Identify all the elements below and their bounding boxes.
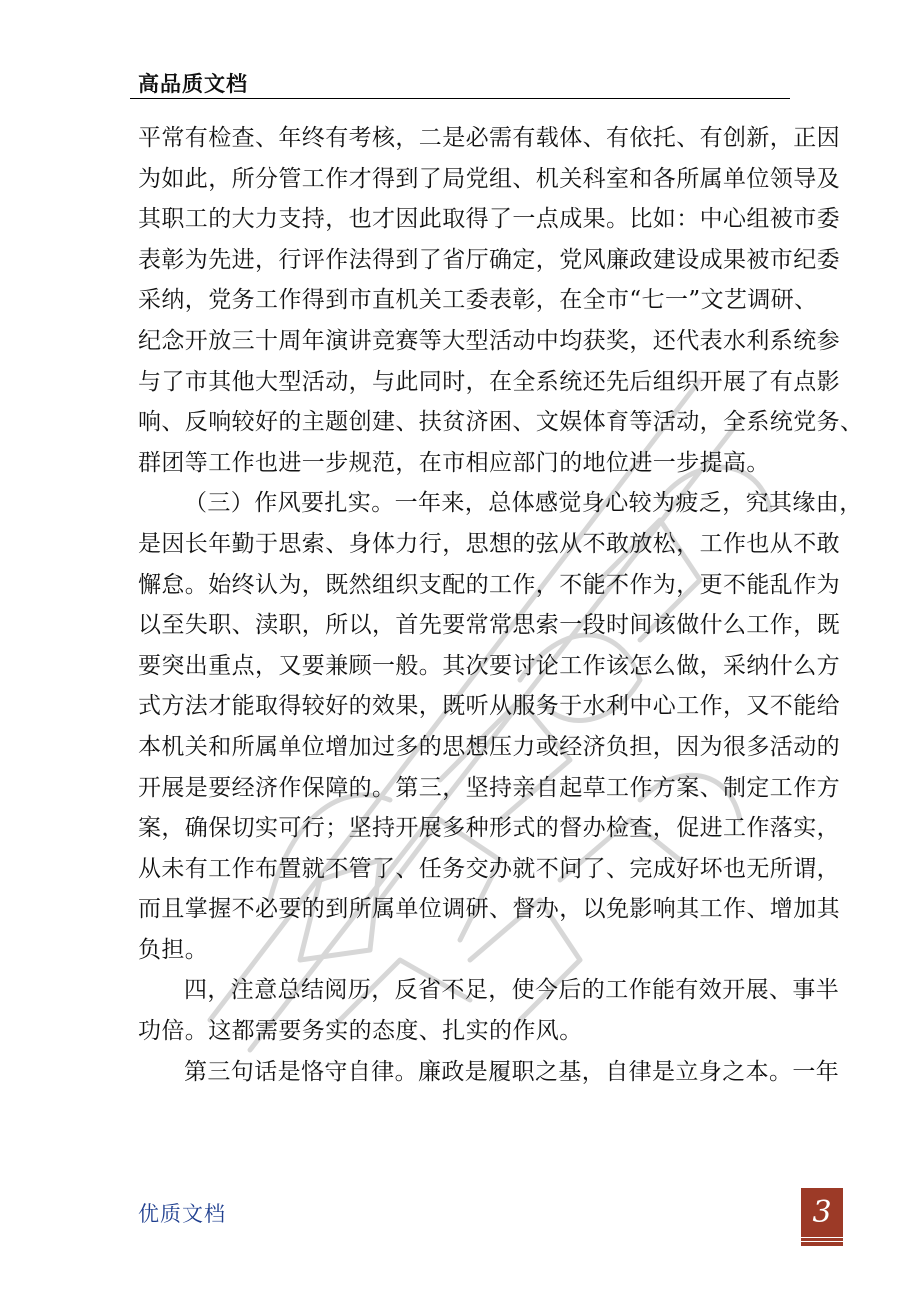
body-line: 表彰为先进，行评作法得到了省厅确定，党风廉政建设成果被市纪委 <box>138 246 840 273</box>
body-line: （三）作风要扎实。一年来，总体感觉身心较为疲乏，究其缘由， <box>184 490 863 517</box>
body-line: 响、反响较好的主题创建、扶贫济困、文娱体育等活动，全系统党务、 <box>138 409 864 436</box>
body-line: 群团等工作也进一步规范，在市相应部门的地位进一步提高。 <box>138 449 770 476</box>
badge-stripes <box>801 1237 843 1242</box>
body-line: 四，注意总结阅历，反省不足，使今后的工作能有效开展、事半 <box>184 977 840 1004</box>
page-number: 3 <box>812 1195 832 1230</box>
body-line: 要突出重点，又要兼顾一般。其次要讨论工作该怎么做，采纳什么方 <box>138 652 840 679</box>
body-line: 本机关和所属单位增加过多的思想压力或经济负担，因为很多活动的 <box>138 733 840 760</box>
body-line: 纪念开放三十周年演讲竞赛等大型活动中均获奖，还代表水利系统参 <box>138 327 840 354</box>
body-line: 采纳，党务工作得到市直机关工委表彰，在全市“七一”文艺调研、 <box>138 287 818 314</box>
body-line: 为如此，所分管工作才得到了局党组、机关科室和各所属单位领导及 <box>138 165 840 192</box>
body-line: 与了市其他大型活动，与此同时，在全系统还先后组织开展了有点影 <box>138 368 840 395</box>
body-line: 第三句话是恪守自律。廉政是履职之基，自律是立身之本。一年 <box>184 1058 840 1085</box>
body-line: 以至失职、渎职，所以，首先要常常思索一段时间该做什么工作，既 <box>138 612 840 639</box>
body-line: 从未有工作布置就不管了、任务交办就不问了、完成好坏也无所谓， <box>138 855 840 882</box>
page-number-badge <box>801 1188 843 1246</box>
document-body <box>138 118 864 1092</box>
body-line: 懈怠。始终认为，既然组织支配的工作，不能不作为，更不能乱作为 <box>138 571 840 598</box>
body-line: 而且掌握不必要的到所属单位调研、督办，以免影响其工作、增加其 <box>138 896 840 923</box>
body-line: 平常有检查、年终有考核，二是必需有载体、有依托、有创新，正因 <box>138 125 840 151</box>
page-footer-label: 优质文档 <box>138 1202 226 1226</box>
body-line: 开展是要经济作保障的。第三，坚持亲自起草工作方案、制定工作方 <box>138 774 840 801</box>
body-line: 功倍。这都需要务实的态度、扎实的作风。 <box>138 1018 583 1045</box>
body-line: 其职工的大力支持，也才因此取得了一点成果。比如：中心组被市委 <box>138 206 840 233</box>
header-divider <box>130 98 790 99</box>
body-line: 负担。 <box>138 936 209 963</box>
body-line: 式方法才能取得较好的效果，既听从服务于水利中心工作，又不能给 <box>138 693 840 720</box>
page-header-title: 高品质文档 <box>138 72 248 96</box>
body-line: 案，确保切实可行；坚持开展多种形式的督办检查，促进工作落实， <box>138 815 840 842</box>
body-line: 是因长年勤于思索、身体力行，思想的弦从不敢放松，工作也从不敢 <box>138 530 840 557</box>
